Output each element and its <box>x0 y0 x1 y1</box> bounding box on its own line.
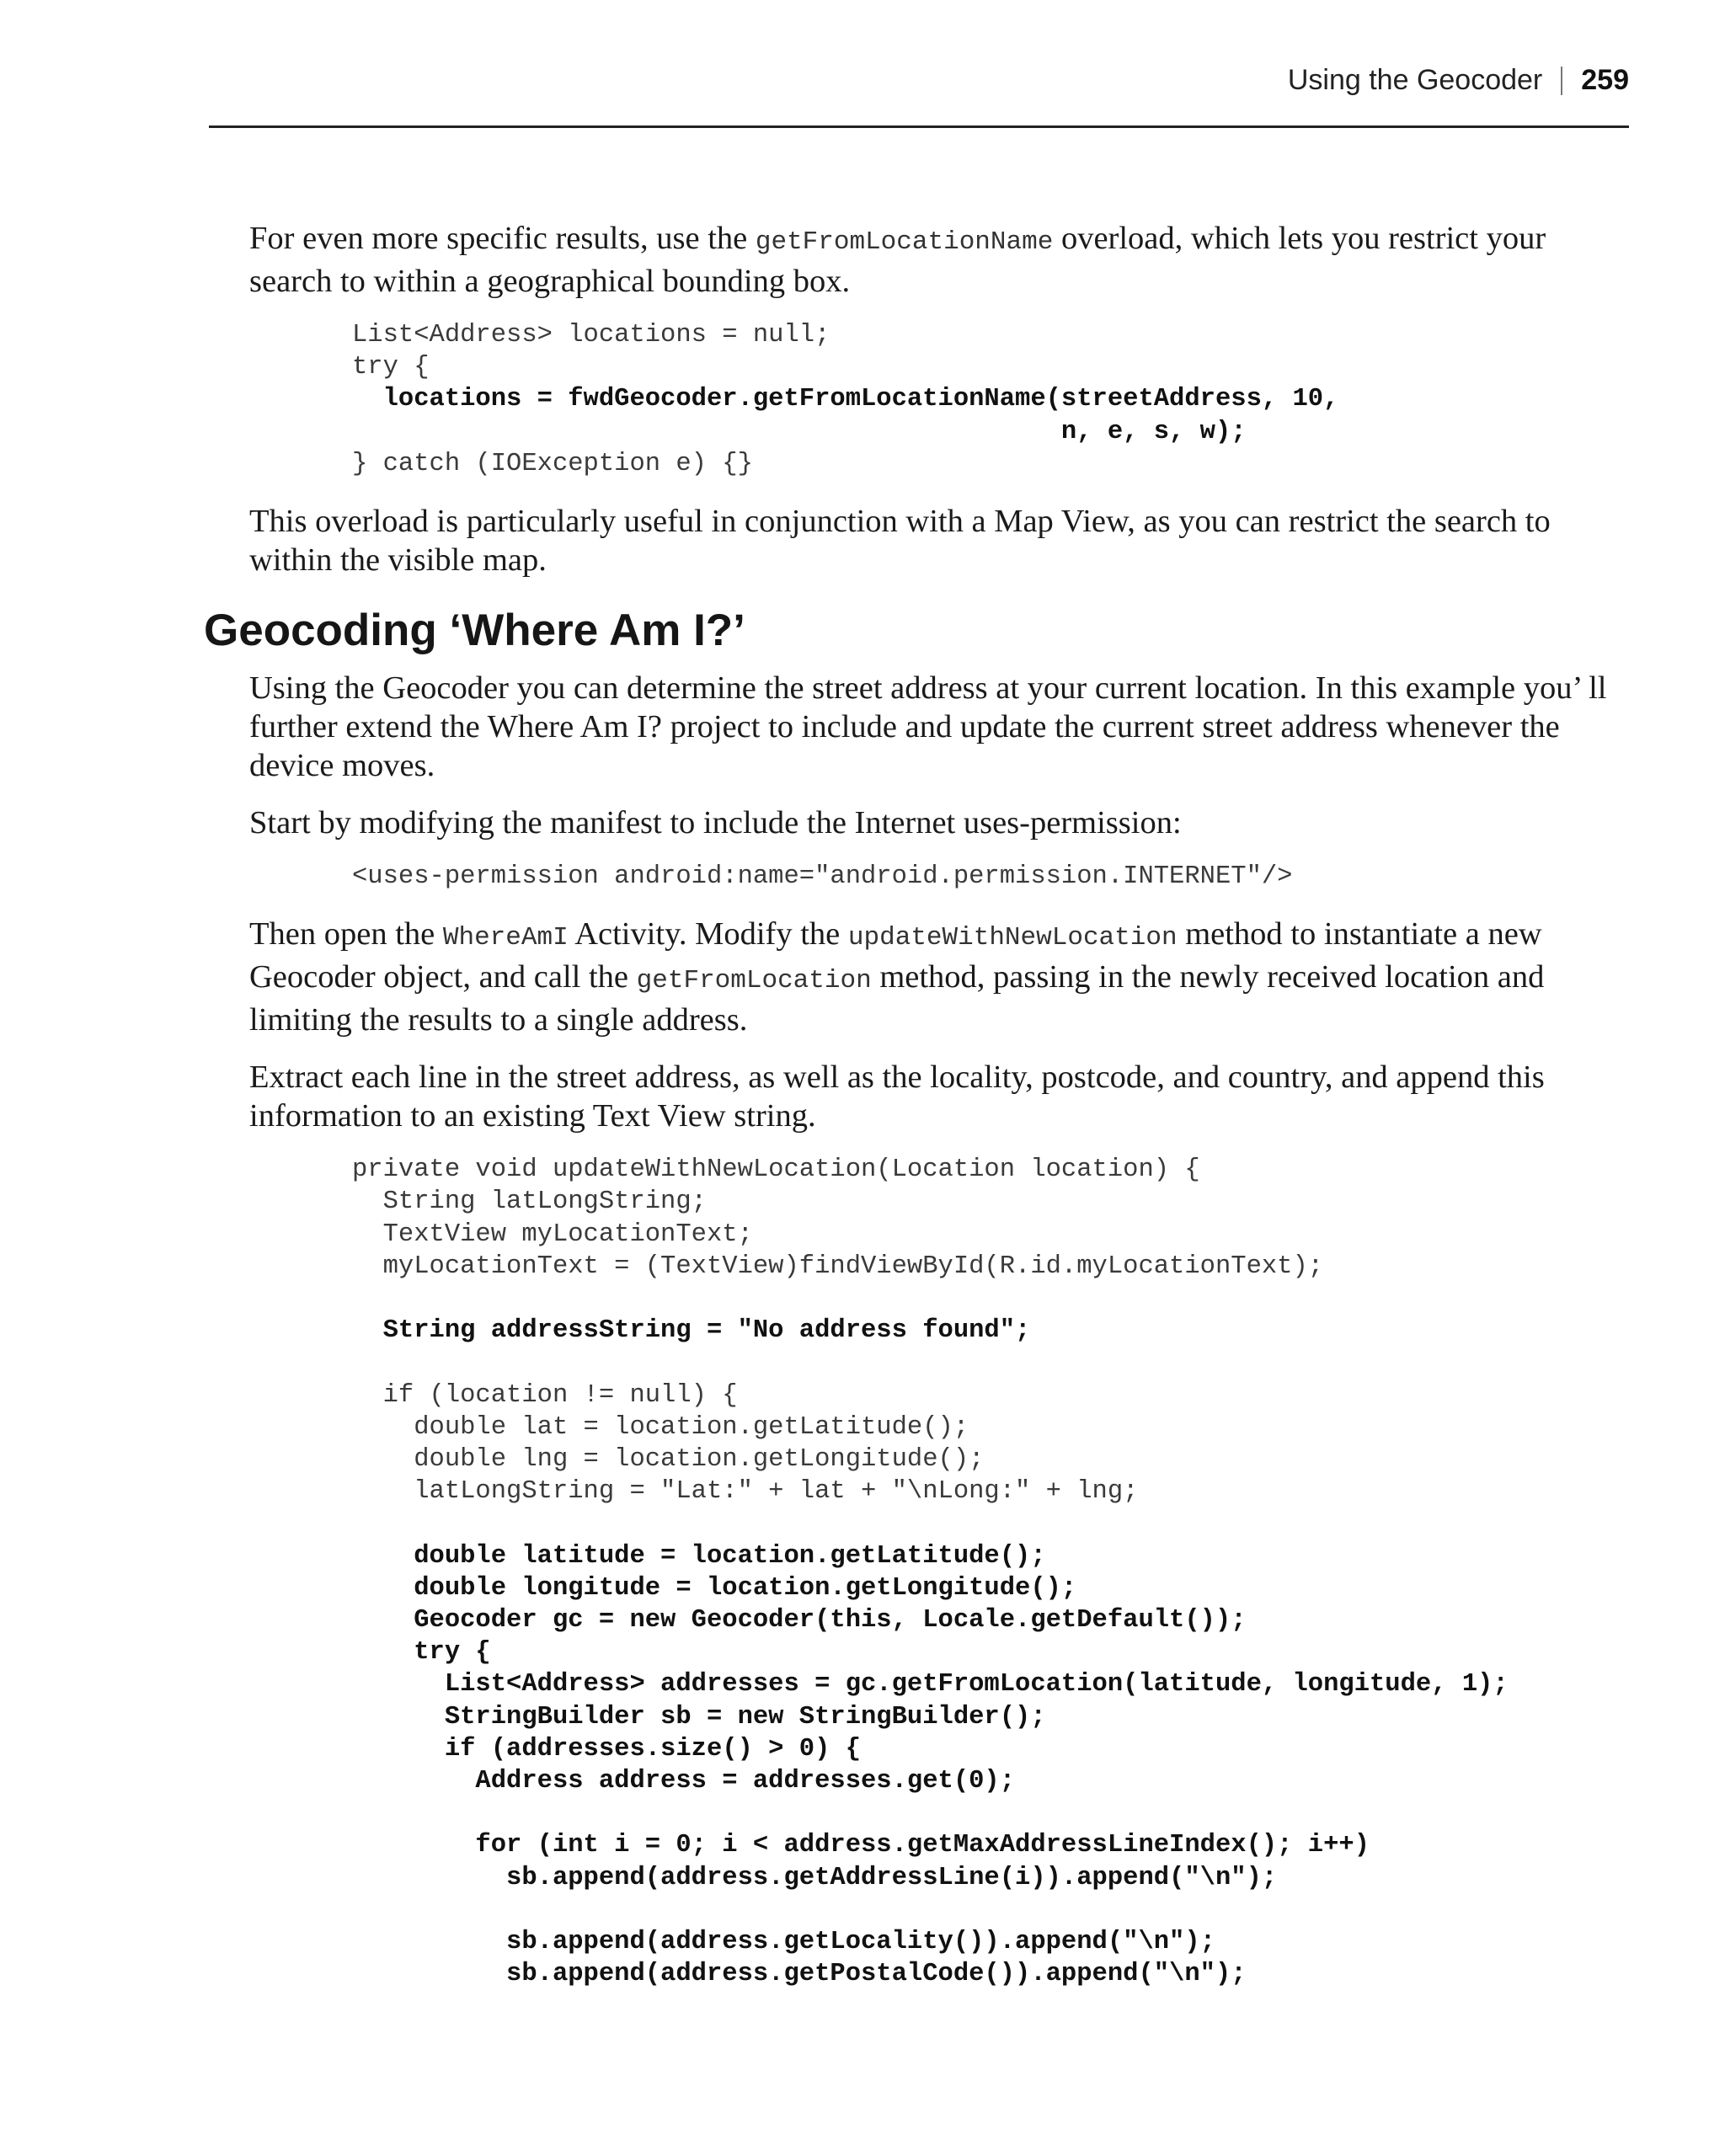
code-line: List<Address> locations = null; <box>352 321 830 350</box>
code-line: myLocationText = (TextView)findViewById(R.id.myLocationText); <box>352 1251 1324 1281</box>
inline-code: getFromLocationName <box>755 227 1054 257</box>
code-line: try { <box>352 1638 491 1668</box>
paragraph-intro: Using the Geocoder you can determine the street address at your current location. In this example you’ ll further extend the Where Am I? project to include and update the current street address whenever the device moves. <box>249 670 1607 784</box>
code-line: StringBuilder sb = new StringBuilder(); <box>352 1702 1046 1732</box>
code-line: String latLongString; <box>352 1187 707 1217</box>
code-line: Geocoder gc = new Geocoder(this, Locale.getDefault()); <box>352 1606 1247 1636</box>
code-line: try { <box>352 353 430 382</box>
code-line: latLongString = "Lat:" + lat + "\nLong:" + lng; <box>352 1477 1139 1507</box>
code-line: Address address = addresses.get(0); <box>352 1767 1016 1796</box>
inline-code: WhereAmI <box>442 923 569 953</box>
running-head <box>209 61 1629 128</box>
code-line: <uses-permission android:name="android.permission.INTERNET"/> <box>352 862 1293 892</box>
section-heading: Geocoding ‘Where Am I?’ <box>204 606 745 656</box>
code-line: if (addresses.size() > 0) { <box>352 1734 861 1764</box>
code-line <box>352 1283 1614 1315</box>
code-line <box>352 1347 1614 1379</box>
code-line: if (location != null) { <box>352 1380 738 1410</box>
paragraph-extract: Extract each line in the street address, as well as the locality, postcode, and country, and append this information to an existing Text View string. <box>249 1059 1545 1134</box>
code-line: double lat = location.getLatitude(); <box>352 1412 969 1442</box>
code-line: private void updateWithNewLocation(Location location) { <box>352 1155 1200 1185</box>
code-listing-permission <box>352 861 1614 893</box>
code-line: sb.append(address.getAddressLine(i)).append("\n"); <box>352 1863 1278 1892</box>
code-line <box>352 1508 1614 1540</box>
paragraph-specific-results <box>249 219 1614 301</box>
code-line: List<Address> addresses = gc.getFromLocation(latitude, longitude, 1); <box>352 1670 1509 1700</box>
code-line: double longitude = location.getLongitude(); <box>352 1573 1077 1603</box>
inline-code: updateWithNewLocation <box>847 923 1178 953</box>
code-listing-update-location <box>352 1154 1614 1990</box>
code-line: locations = fwdGeocoder.getFromLocationName(streetAddress, 10, <box>352 385 1339 414</box>
paragraph-activity <box>249 915 1614 1039</box>
code-line: sb.append(address.getLocality()).append("\n"); <box>352 1928 1215 1957</box>
paragraph-manifest: Start by modifying the manifest to include the Internet uses-permission: <box>249 805 1182 841</box>
text-run: overload, which lets you restrict your search to within a geographical bounding box. <box>249 221 1546 299</box>
code-line: TextView myLocationText; <box>352 1219 753 1249</box>
page-content <box>204 219 1614 2012</box>
running-head-separator <box>1561 67 1562 95</box>
code-line <box>352 1894 1614 1926</box>
paragraph-map-view: This overload is particularly useful in conjunction with a Map View, as you can restrict the search to within the visible map. <box>249 504 1551 579</box>
inline-code: getFromLocation <box>636 966 872 996</box>
code-line: double lng = location.getLongitude(); <box>352 1445 985 1475</box>
code-listing-bounding-box <box>352 319 1614 480</box>
text-run: Activity. Modify the <box>568 916 848 953</box>
code-line <box>352 1797 1614 1829</box>
running-head-title: Using the Geocoder <box>1287 64 1543 96</box>
code-line: sb.append(address.getPostalCode()).append("\n"); <box>352 1960 1247 1989</box>
code-line: double latitude = location.getLatitude(); <box>352 1541 1046 1571</box>
text-run: method to instantiate a new Geocoder object, and call the <box>249 916 1542 995</box>
text-run: Then open the <box>249 916 443 953</box>
code-line: n, e, s, w); <box>352 417 1247 446</box>
code-line: } catch (IOException e) {} <box>352 449 753 478</box>
text-run: method, passing in the newly received location and limiting the results to a single address. <box>249 959 1545 1038</box>
code-line: for (int i = 0; i < address.getMaxAddressLineIndex(); i++) <box>352 1831 1370 1860</box>
page-number: 259 <box>1581 64 1629 96</box>
code-line: String addressString = "No address found"; <box>352 1316 1031 1346</box>
text-run: For even more specific results, use the <box>249 221 756 256</box>
